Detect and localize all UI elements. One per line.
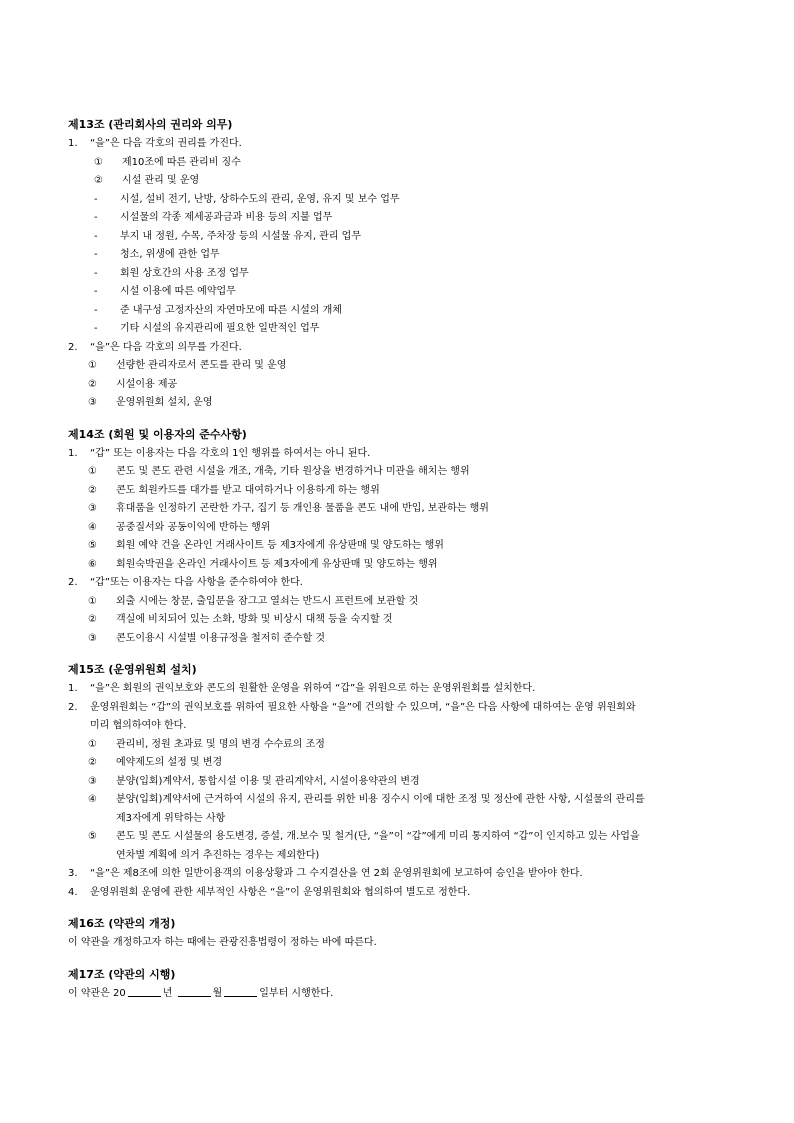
list-item bbox=[68, 394, 738, 413]
article-16 bbox=[68, 916, 738, 953]
list-item bbox=[68, 865, 738, 884]
list-item-text: 회원숙박권을 온라인 거래사이트 등 제3자에게 유상판매 및 양도하는 행위 bbox=[116, 558, 438, 570]
list-item bbox=[68, 791, 738, 828]
list-item-text: 분양(입회)계약서, 통합시설 이용 및 관리계약서, 시설이용약관의 변경 bbox=[116, 775, 420, 787]
list-item-text: 시설 관리 및 운영 bbox=[122, 175, 200, 186]
list-marker: ① bbox=[88, 466, 97, 477]
list-item-text: 콘도이용시 시설별 이용규정을 철저히 준수할 것 bbox=[116, 632, 326, 644]
list-marker: - bbox=[94, 212, 98, 223]
list-marker: ② bbox=[88, 614, 97, 625]
list-item bbox=[68, 445, 738, 464]
article-15 bbox=[68, 662, 738, 902]
list-marker: - bbox=[94, 193, 98, 205]
list-item bbox=[68, 376, 738, 395]
list-item bbox=[68, 339, 738, 358]
list-item-text: 외출 시에는 창문, 출입문을 잠그고 열쇠는 반드시 프런트에 보관할 것 bbox=[116, 595, 419, 607]
article-heading: 제14조 (회원 및 이용자의 준수사항) bbox=[68, 427, 247, 441]
list-item-text: “을”은 다음 각호의 의무를 가진다. bbox=[90, 341, 242, 353]
list-item-text: 콘도 및 콘도 관련 시설을 개조, 개축, 기타 원상을 변경하거나 미관을 해치는 행위 bbox=[116, 466, 470, 477]
list-item-text: 시설물의 각종 제세공과금과 비용 등의 지불 업무 bbox=[120, 212, 333, 223]
list-item-text: 청소, 위생에 관한 업무 bbox=[120, 249, 220, 260]
list-item-text: 객실에 비치되어 있는 소화, 방화 및 비상시 대책 등을 숙지할 것 bbox=[116, 614, 393, 625]
list-item-text: 준 내구성 고정자산의 자연마모에 따른 시설의 개체 bbox=[120, 304, 342, 316]
list-marker: 2. bbox=[68, 577, 78, 588]
article-heading: 제13조 (관리회사의 권리와 의무) bbox=[68, 118, 233, 131]
list-item-text: 공중질서와 공동이익에 반하는 행위 bbox=[116, 521, 271, 533]
list-marker: 2. bbox=[68, 341, 78, 353]
list-marker: ③ bbox=[88, 632, 97, 644]
list-marker: - bbox=[94, 304, 98, 316]
list-marker: ② bbox=[88, 378, 97, 390]
list-marker: 2. bbox=[68, 701, 78, 713]
list-item bbox=[68, 209, 738, 228]
list-marker: - bbox=[94, 323, 98, 334]
list-item bbox=[68, 500, 738, 519]
list-item bbox=[68, 302, 738, 321]
list-marker: ① bbox=[88, 595, 97, 607]
list-item bbox=[68, 228, 738, 247]
list-marker: ④ bbox=[88, 794, 97, 805]
list-item bbox=[68, 172, 738, 191]
list-marker: 1. bbox=[68, 683, 78, 694]
list-item bbox=[68, 611, 738, 630]
list-item-text: “을”은 다음 각호의 권리를 가진다. bbox=[90, 138, 242, 149]
list-item-text: 이 약관을 개정하고자 하는 때에는 관광진흥법령이 정하는 바에 따른다. bbox=[68, 937, 377, 948]
list-item-continuation: 미리 협의하여야 한다. bbox=[90, 720, 187, 731]
list-item bbox=[68, 357, 738, 376]
list-marker: ① bbox=[88, 360, 97, 371]
list-marker: ④ bbox=[88, 521, 97, 533]
list-marker: ③ bbox=[88, 503, 97, 514]
list-item bbox=[68, 320, 738, 339]
list-marker: ⑤ bbox=[88, 540, 97, 551]
list-item bbox=[68, 482, 738, 501]
list-marker: ② bbox=[88, 757, 97, 768]
list-item bbox=[68, 630, 738, 649]
article-14 bbox=[68, 427, 738, 649]
list-item-text: 휴대품을 인정하기 곤란한 가구, 집기 등 개인용 물품을 콘도 내에 반입, 보관하는 행위 bbox=[116, 503, 489, 514]
document-body bbox=[68, 117, 738, 1017]
list-item bbox=[68, 754, 738, 773]
list-marker: ① bbox=[88, 738, 97, 750]
list-item bbox=[68, 283, 738, 302]
list-item bbox=[68, 246, 738, 265]
list-item bbox=[68, 463, 738, 482]
list-marker: ② bbox=[88, 484, 97, 496]
list-marker: - bbox=[94, 267, 98, 279]
list-item bbox=[68, 556, 738, 575]
list-item-text: 운영위원회 설치, 운영 bbox=[116, 397, 213, 408]
list-item-text: “을”은 회원의 권익보호와 콘도의 원활한 운영을 위하여 “갑”을 위원으로 하는 운영위원회를 설치한다. bbox=[90, 683, 536, 694]
list-item bbox=[68, 699, 738, 736]
list-marker: ② bbox=[94, 175, 103, 186]
list-item bbox=[68, 884, 738, 903]
list-item-text: 기타 시설의 유지관리에 필요한 일반적인 업무 bbox=[120, 323, 320, 334]
list-marker: 4. bbox=[68, 886, 78, 898]
list-item-text: 관리비, 정원 초과료 및 명의 변경 수수료의 조정 bbox=[116, 738, 325, 750]
list-item-text: “갑”또는 이용자는 다음 사항을 준수하여야 한다. bbox=[90, 577, 303, 588]
day-blank bbox=[224, 986, 257, 997]
list-item bbox=[68, 574, 738, 593]
list-item bbox=[68, 537, 738, 556]
articles-container bbox=[68, 117, 738, 953]
list-item-text: 선량한 관리자로서 콘도를 관리 및 운영 bbox=[116, 360, 287, 371]
list-item-text: 부지 내 정원, 수목, 주차장 등의 시설물 유지, 관리 업무 bbox=[120, 230, 362, 242]
list-item bbox=[68, 265, 738, 284]
year-blank bbox=[128, 986, 161, 997]
month-unit: 월 bbox=[212, 987, 223, 999]
article-13 bbox=[68, 117, 738, 413]
list-item-text: 운영위원회 운영에 관한 세부적인 사항은 “을”이 운영위원회와 협의하여 별도로 정한다. bbox=[90, 886, 471, 898]
list-item-text: 콘도 회원카드를 대가를 받고 대여하거나 이용하게 하는 행위 bbox=[116, 484, 380, 496]
month-blank bbox=[178, 986, 211, 997]
article-17 bbox=[68, 967, 738, 1004]
list-marker: ① bbox=[94, 156, 103, 168]
list-item-text: 시설 이용에 따른 예약업무 bbox=[120, 286, 236, 297]
year-unit: 년 bbox=[162, 987, 173, 999]
list-marker: - bbox=[94, 286, 98, 297]
list-marker: - bbox=[94, 230, 98, 242]
list-marker: 1. bbox=[68, 138, 78, 149]
list-item bbox=[68, 773, 738, 792]
list-item-text: 회원 예약 건을 온라인 거래사이트 등 제3자에게 유상판매 및 양도하는 행위 bbox=[116, 540, 444, 551]
list-item bbox=[68, 828, 738, 865]
list-marker: ③ bbox=[88, 775, 97, 787]
list-item bbox=[68, 135, 738, 154]
list-item bbox=[68, 154, 738, 173]
list-item-text: “갑” 또는 이용자는 다음 각호의 1인 행위를 하여서는 아니 된다. bbox=[90, 447, 371, 459]
list-marker: - bbox=[94, 249, 98, 260]
list-item-text: 시설, 설비 전기, 난방, 상하수도의 관리, 운영, 유지 및 보수 업무 bbox=[120, 193, 400, 205]
list-item-text: 예약제도의 설정 및 변경 bbox=[116, 757, 223, 768]
list-item-continuation: 연차별 계획에 의거 추진하는 경우는 제외한다) bbox=[116, 849, 320, 861]
article-heading: 제17조 (약관의 시행) bbox=[68, 967, 176, 981]
list-marker: 3. bbox=[68, 868, 78, 879]
list-marker: ⑥ bbox=[88, 558, 97, 570]
list-item-text: 분양(입회)계약서에 근거하여 시설의 유지, 관리를 위한 비용 징수시 이에 대한 조정 및 정산에 관한 사항, 시설물의 관리를 bbox=[116, 794, 645, 805]
list-item-text: 제10조에 따른 관리비 징수 bbox=[122, 156, 241, 168]
effective-date-prefix: 이 약관은 20 bbox=[68, 987, 126, 999]
list-marker: ⑤ bbox=[88, 831, 97, 842]
list-item bbox=[68, 191, 738, 210]
list-item bbox=[68, 519, 738, 538]
article-heading: 제16조 (약관의 개정) bbox=[68, 917, 176, 930]
effective-date-suffix: 일부터 시행한다. bbox=[259, 987, 334, 999]
list-item bbox=[68, 593, 738, 612]
list-item bbox=[68, 736, 738, 755]
list-marker: ③ bbox=[88, 397, 97, 408]
article-heading: 제15조 (운영위원회 설치) bbox=[68, 663, 197, 676]
list-item-text: “을”은 제8조에 의한 일반이용객의 이용상황과 그 수지결산을 연 2회 운영위원회에 보고하여 승인을 받아야 한다. bbox=[90, 868, 583, 879]
list-item-continuation: 제3자에게 위탁하는 사항 bbox=[116, 812, 226, 824]
list-item bbox=[68, 934, 738, 953]
list-item-text: 회원 상호간의 사용 조정 업무 bbox=[120, 267, 249, 279]
list-item-text: 시설이용 제공 bbox=[116, 378, 178, 390]
effective-date-line bbox=[68, 985, 738, 1004]
list-item-text: 콘도 및 콘도 시설물의 용도변경, 증설, 개.보수 및 철거(단, “을”이 “갑”에게 미리 통지하여 “갑”이 인지하고 있는 사업을 bbox=[116, 831, 640, 842]
list-item bbox=[68, 680, 738, 699]
list-item-text: 운영위원회는 “갑”의 권익보호를 위하여 필요한 사항을 “을”에 건의할 수 있으며, “을”은 다음 사항에 대하여는 운영 위원회와 bbox=[90, 701, 636, 713]
list-marker: 1. bbox=[68, 447, 78, 459]
